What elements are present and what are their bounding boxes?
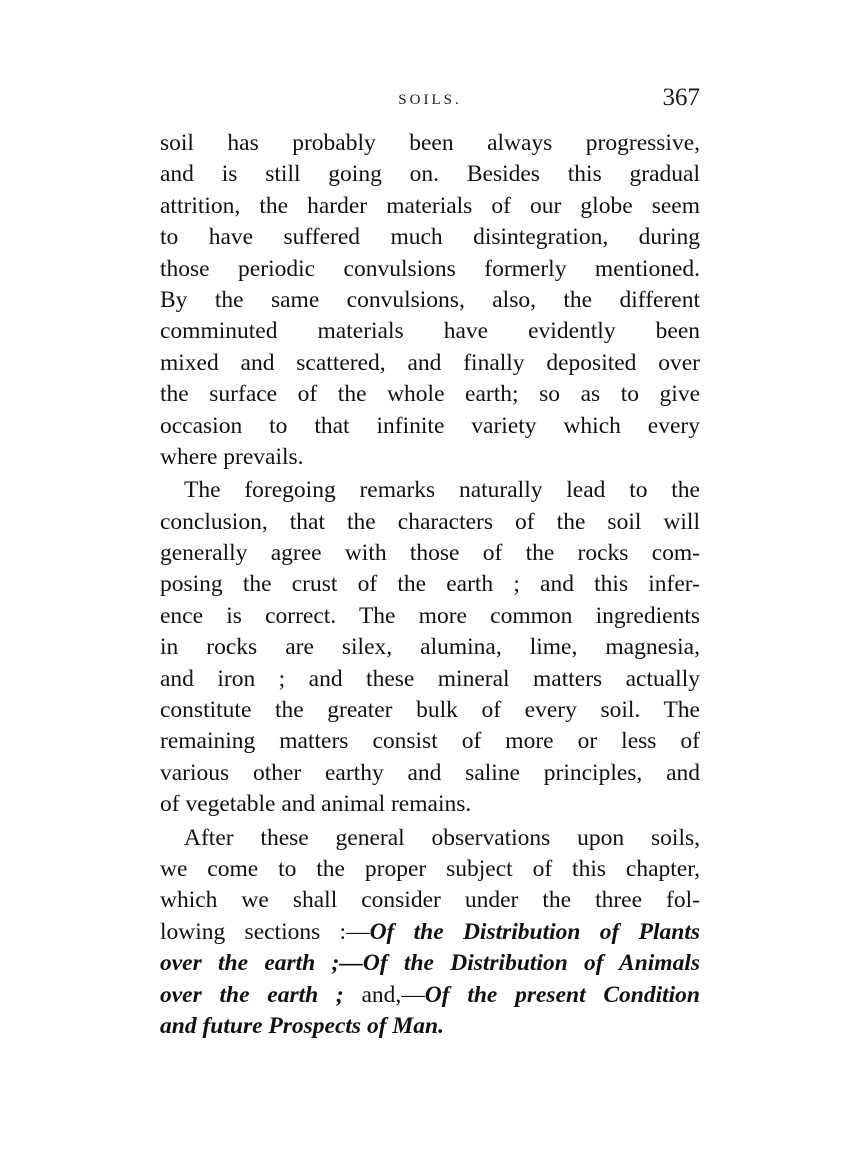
page-number: 367 — [662, 84, 700, 111]
running-head — [160, 84, 700, 128]
text-line — [160, 917, 700, 948]
text-run: and,— — [343, 981, 425, 1008]
italic-title: over the earth ;—Of the Distribution of Animals — [160, 950, 700, 977]
text-line: mixed and scattered, and finally deposited over — [160, 349, 700, 376]
italic-title: Of the Distribution of Plants — [369, 918, 700, 945]
italic-title: over the earth ; — [160, 981, 344, 1008]
text-line — [160, 1011, 700, 1042]
text-line: By the same convulsions, also, the different — [160, 286, 700, 313]
text-line: and iron ; and these mineral matters actually — [160, 665, 700, 692]
text-line: comminuted materials have evidently been — [160, 318, 700, 345]
text-line: occasion to that infinite variety which every — [160, 412, 700, 439]
text-line: where prevails. — [160, 443, 304, 470]
text-line: various other earthy and saline principles, and — [160, 759, 700, 786]
text-line: remaining matters consist of more or less of — [160, 728, 700, 755]
text-line: constitute the greater bulk of every soil. The — [160, 697, 700, 724]
paragraph-2 — [160, 475, 700, 820]
text-line — [160, 948, 700, 979]
text-line: and is still going on. Besides this gradual — [160, 161, 700, 188]
text-line: ence is correct. The more common ingredients — [160, 602, 700, 629]
text-line: to have suffered much disintegration, during — [160, 224, 700, 251]
text-line: attrition, the harder materials of our globe seem — [160, 192, 700, 219]
paragraph-1 — [160, 128, 700, 473]
running-title: SOILS. — [398, 92, 462, 108]
paragraph-3 — [160, 823, 700, 1043]
text-line: the surface of the whole earth; so as to give — [160, 381, 700, 408]
text-line: soil has probably been always progressive, — [160, 130, 700, 156]
text-line: conclusion, that the characters of the soil will — [160, 508, 700, 535]
text-line: those periodic convulsions formerly mentioned. — [160, 255, 700, 282]
italic-title: and future Prospects of Man. — [160, 1012, 444, 1039]
body-text — [160, 128, 700, 1044]
italic-title: Of the present Condition — [424, 981, 700, 1008]
text-line: we come to the proper subject of this chapter, — [160, 855, 700, 882]
text-line: which we shall consider under the three fol- — [160, 887, 700, 914]
text-line: After these general observations upon soils, — [184, 824, 700, 851]
text-line: generally agree with those of the rocks com- — [160, 540, 700, 567]
text-line: of vegetable and animal remains. — [160, 791, 472, 818]
text-line: posing the crust of the earth ; and this infer- — [160, 571, 700, 598]
text-line: in rocks are silex, alumina, lime, magnesia, — [160, 634, 700, 661]
text-line: The foregoing remarks naturally lead to the — [184, 477, 700, 504]
text-run: lowing sections :— — [160, 918, 370, 945]
text-line — [160, 980, 700, 1011]
